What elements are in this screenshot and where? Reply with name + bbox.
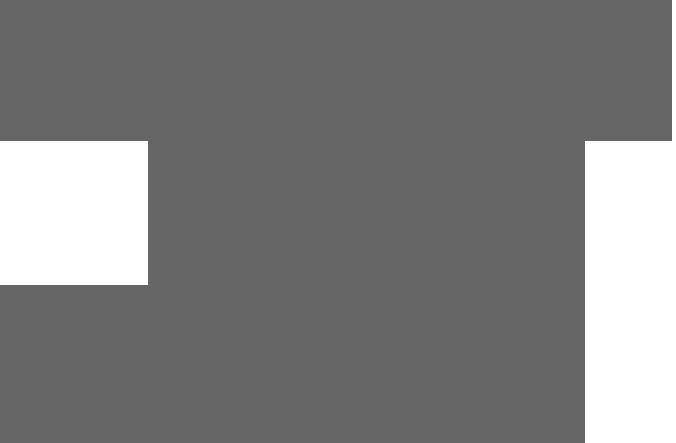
content-region-top-right-edge: [672, 0, 676, 141]
content-region-bottom-right-edge: [585, 423, 676, 443]
dim-overlay-top: [0, 0, 672, 141]
content-region-right: [585, 141, 676, 423]
content-region-left: [0, 141, 148, 285]
dim-overlay-middle: [148, 141, 585, 285]
dim-overlay-bottom: [0, 285, 585, 443]
